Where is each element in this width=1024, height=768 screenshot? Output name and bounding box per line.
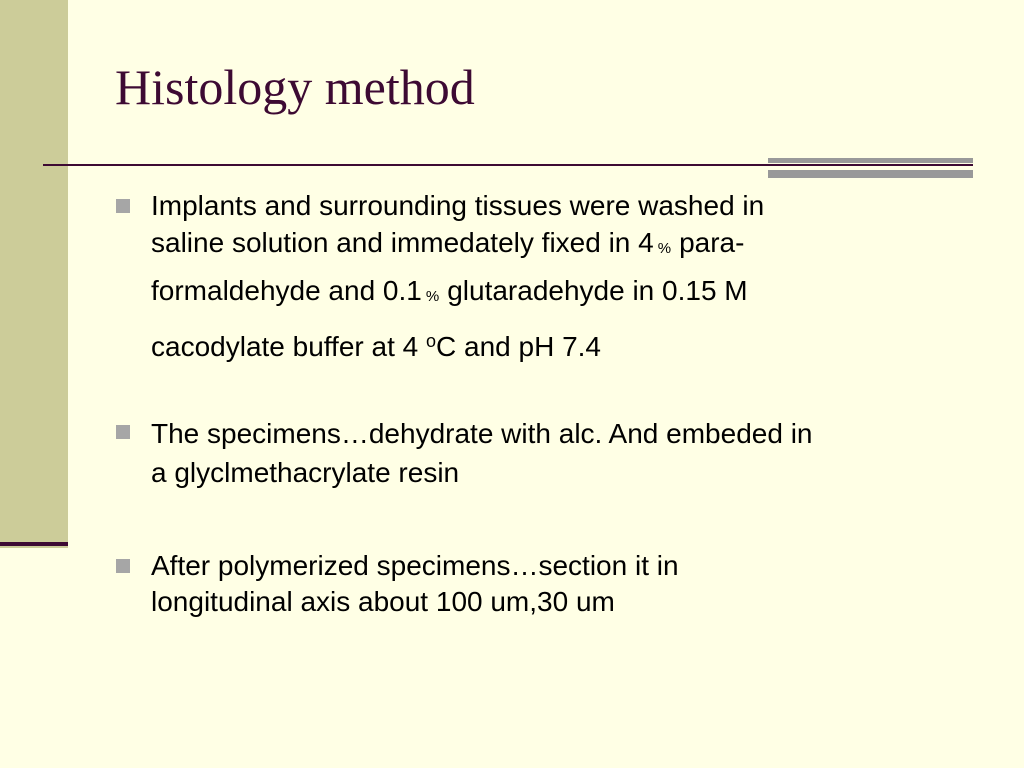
- title-underline: [43, 164, 973, 166]
- bullet-text: cacodylate buffer at 4: [151, 331, 419, 362]
- bullet-text: formaldehyde and 0.1: [151, 275, 422, 306]
- bullet-line: [151, 188, 994, 224]
- bullet-text: C and pH 7.4: [436, 331, 602, 362]
- bullet-item-dehydration: [114, 414, 994, 492]
- bullet-text: para-: [679, 227, 745, 258]
- percent-sign: %: [425, 288, 440, 305]
- bullet-list: [114, 188, 994, 620]
- slide-title: Histology method: [115, 59, 475, 115]
- decorative-bar-top: [768, 158, 973, 163]
- left-band-rule: [0, 542, 68, 546]
- percent-sign: %: [657, 240, 672, 257]
- left-sidebar-band: [0, 0, 68, 548]
- bullet-text: Implants and surrounding tissues were washed in: [151, 190, 765, 221]
- square-bullet-icon: [116, 199, 130, 213]
- bullet-line: [151, 224, 994, 268]
- bullet-text: glutaradehyde in 0.15 M: [447, 275, 748, 306]
- bullet-line: [151, 268, 994, 319]
- bullet-text: a glyclmethacrylate resin: [151, 457, 460, 488]
- bullet-text: saline solution and immedately fixed in 4: [151, 227, 654, 258]
- decorative-bar-bottom: [768, 170, 973, 178]
- bullet-line: [151, 319, 994, 369]
- bullet-text: The specimens…dehydrate with alc. And embeded in: [151, 418, 813, 449]
- bullet-item-fixation: [114, 188, 994, 369]
- degree-superscript: o: [426, 331, 437, 351]
- bullet-text: After polymerized specimens…section it in: [151, 550, 679, 581]
- bullet-text: longitudinal axis about 100 um,30 um: [151, 586, 615, 617]
- square-bullet-icon: [116, 425, 130, 439]
- square-bullet-icon: [116, 559, 130, 573]
- bullet-item-sectioning: [114, 548, 994, 620]
